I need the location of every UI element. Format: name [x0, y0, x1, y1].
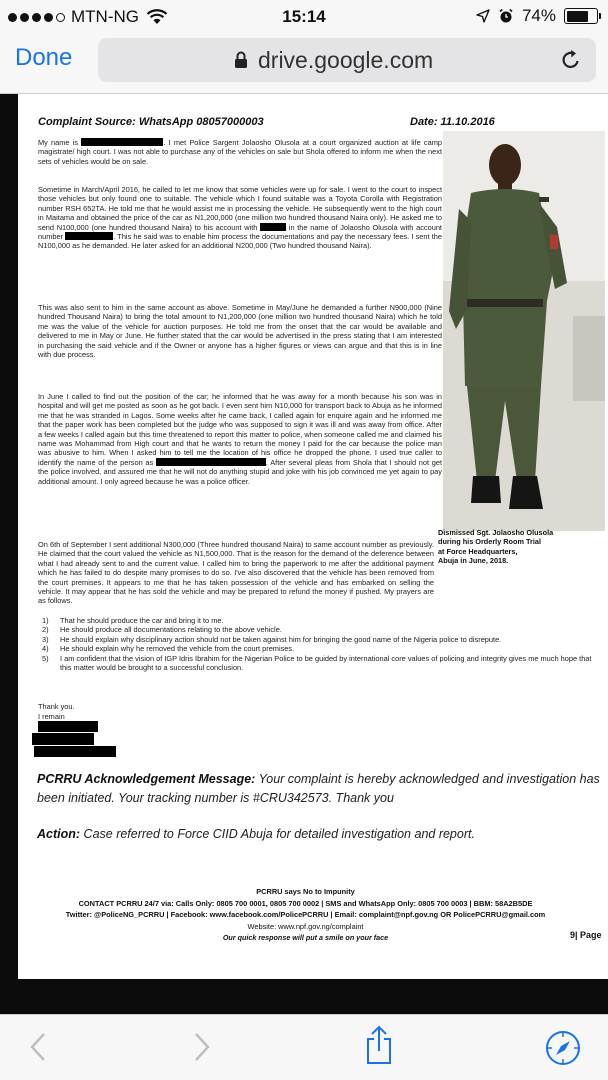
carrier-name: MTN-NG: [71, 7, 139, 26]
battery-icon: [564, 8, 598, 24]
list-item: 4) He should explain why he removed the vehicle from the court premises.: [42, 644, 295, 654]
safari-compass-icon[interactable]: [545, 1030, 581, 1066]
browser-toolbar: [0, 34, 608, 94]
redacted-signature-2: [32, 733, 94, 745]
document-footer: PCRRU says No to Impunity CONTACT PCRRU 24/7 via: Calls Only: 0805 700 0001, 0805 700 0002 | SMS and WhatsApp Only: 0805 700 0003 | BBM: 58A2B5DE Twitter: @PoliceNG_PCRRU | Facebook: www.facebook.com/PolicePCRRU | Email: complaint@npf.gov.ng OR PolicePCRRU@gmail.com Website: www.npf.gov.ng/complaint Our quick response will put a smile on your face: [65, 887, 546, 942]
complaint-source: Complaint Source: WhatsApp 08057000003: [38, 116, 264, 128]
redacted-bank: [260, 223, 286, 231]
url-text: drive.google.com: [258, 47, 434, 73]
officer-figure: [443, 131, 605, 531]
prayers-list: [38, 616, 603, 672]
document-viewer[interactable]: [0, 94, 608, 1014]
back-icon[interactable]: [28, 1031, 48, 1063]
reload-icon[interactable]: [560, 49, 582, 71]
page-number: 9| Page: [570, 930, 602, 940]
share-icon[interactable]: [364, 1025, 394, 1065]
acknowledgement-message: PCRRU Acknowledgement Message: Your complaint is hereby acknowledged and investigation has been initiated. Your tracking number is #CRU342573. Thank you: [37, 772, 600, 805]
redacted-signature-1: [38, 721, 98, 732]
status-right: [476, 6, 598, 26]
done-button[interactable]: Done: [15, 44, 73, 71]
paragraph-3: This was also sent to him in the same account as above. Sometime in May/June he demanded a further N900,000 (Nine hundred Thousand Naira) to bring the total amount to N1,200,000 (one million two hundred thousand Naira) which he told me was the value of the vehicle for auction purposes. He told me from the onset that the car would be available and delivered to me in May or June. He further stated that the car would be advertised in the press stating that I am interested in purchasing the said vehicle and if the Owner or anyone has a higher figures or views can argue and that this is in line with due process.: [38, 303, 442, 360]
complaint-date: Date: 11.10.2016: [410, 116, 495, 128]
battery-level: [567, 11, 588, 22]
bottom-toolbar: [0, 1014, 608, 1080]
paragraph-1: My name is . I met Police Sargent Jolaosho Olusola at a court organized auction at life camp magistrate/ high court. I was not able to purchase any of the vehicles on sale but Shola offered to inform me when the next sets of vehicles would be on sale.: [38, 138, 442, 166]
document-page: [18, 94, 608, 979]
redacted-person-name: [156, 458, 266, 466]
redacted-signature-3: [34, 746, 116, 757]
lock-icon: [234, 51, 248, 69]
redacted-account-number: [65, 232, 113, 240]
location-arrow-icon: [476, 9, 490, 23]
thank-you: Thank you.: [38, 702, 75, 711]
status-bar: [0, 0, 608, 34]
list-item: 1) That he should produce the car and bring it to me.: [42, 616, 224, 625]
forward-icon[interactable]: [192, 1031, 212, 1063]
battery-percentage: 74%: [521, 6, 556, 25]
paragraph-4: In June I called to find out the position of the car; he informed that he was away for a month because his son was in hospital and will get me posted as soon as he got back. I even sent him N10,000 for transport back to Abuja as he informed me that he was stranded in Lagos. Some weeks after he came back, I called again for enquire again and he informed me that the paper work has been completed but the judge who was supposed to sign it was ill and was away from office. After a few weeks I called again but this time threatened to report this matter to police, when someone called me and claimed his name was Mohammad from High court and that he wants to return the money I paid for the car because the police man was abusive to him. When I asked him to tell me the location of his office he dropped the phone. I used true caller to identify the name of the person as . After several pleas from Shola that I should not get the police involved, and assured me that he will not do anything stupid and joke with his job convinced me yet again to pay additional amount. I only agreed because he was a police officer.: [38, 392, 443, 486]
officer-photo: [443, 131, 605, 531]
clock: 15:14: [282, 7, 326, 26]
list-item: 5) I am confident that the vision of IGP Idris Ibrahim for the Nigerian Police to be guided by international core values of policing and integrity gives me much hope that this matter would be brought to a successful conclusion.: [42, 653, 592, 673]
redacted-name: [81, 138, 163, 146]
alarm-clock-icon: [498, 8, 514, 24]
list-item: 2) He should produce all documentations relating to the above vehicle.: [42, 625, 282, 635]
action-message: Action: Case referred to Force CIID Abuja for detailed investigation and report.: [37, 827, 475, 841]
paragraph-5: On 6th of September I sent additional N300,000 (Three hundred thousand Naira) to same account number as previously. He claimed that the court valued the vehicle as N1,500,000. That is the reason for the demand of the deference between what I had already sent to and the current value. I called him to bring the paperwork to me after the additional payment which he has failed to do despite many promises to do so. I've also discovered that the vehicle has been removed from the court premises. It appears to me that he has taken possession of the vehicle and has embarked on selling the vehicle. It may appear that he has sold the vehicle and may be prepared to refund the money if pushed. My prayers are as follows.: [38, 540, 434, 606]
address-bar[interactable]: [98, 38, 596, 82]
photo-caption: Dismissed Sgt. Jolaosho Olusola during his Orderly Room Trial at Force Headquarters, Abuja in June, 2018.: [438, 528, 554, 566]
paragraph-2: Sometime in March/April 2016, he called to let me know that some vehicles were up for sale. I went to the court to inspect those vehicles but only found one to suitable. The vehicle which I found suitable was a Toyota Corolla with Registration number RSH 652TA. He told me that he would assist me in processing the vehicle. He subsequently went to the high court in Maitama and obtained the price of the car as N1,200,000 (one million two hundred thousand Naira only). He asked me to send N100,000 (one hundred thousand Naira) to his account with in the name of Jolaosho Olusola with account number . This he said was to enable him process the documentations and pay the necessary fees. I sent the N100,000 as he demanded. He later asked for an additional N200,000 (Two hundred thousand Naira).: [38, 185, 442, 251]
i-remain: I remain: [38, 712, 65, 721]
list-item: 3) He should explain why disciplinary action should not be taken against him for bringing the good name of the Nigeria police to disrepute.: [42, 634, 502, 644]
